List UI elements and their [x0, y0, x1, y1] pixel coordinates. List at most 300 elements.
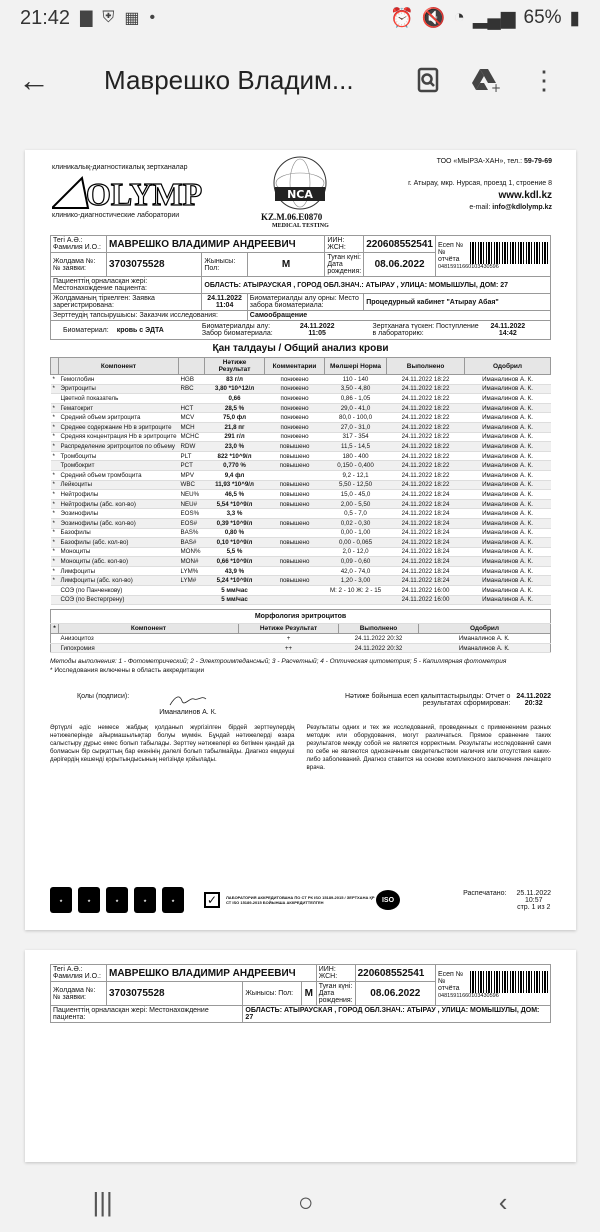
approved-cell: Иманалинов А. К.	[465, 394, 551, 404]
component-cell: Базофилы (абс. кол-во)	[59, 538, 179, 548]
folder-icon: ▇	[80, 10, 93, 27]
norm-cell	[325, 595, 387, 605]
comment-cell: понижено	[265, 432, 325, 442]
printed-date: 25.11.2022	[516, 889, 551, 897]
result-row	[51, 576, 551, 586]
received-time: 14:42	[498, 330, 517, 337]
barcode-number: 04815911660103430596	[438, 993, 499, 999]
result-cell: 5,5 %	[205, 547, 265, 557]
results-table	[50, 357, 551, 605]
iin-label: ИИН: ЖСН:	[316, 965, 355, 982]
approved-cell: Иманалинов А. К.	[465, 509, 551, 519]
morphology-table	[50, 609, 551, 653]
code-cell: MCH	[179, 422, 205, 432]
clock: 21:42	[20, 6, 71, 29]
norm-cell: 27,0 - 31,0	[325, 422, 387, 432]
document-page-1	[25, 150, 576, 930]
code-cell: BAS#	[179, 538, 205, 548]
norm-cell: 11,5 - 14,5	[325, 442, 387, 452]
done-cell: 24.11.2022 18:22	[387, 413, 465, 423]
star-cell: *	[51, 566, 59, 576]
col-norm: Мөлшері Норма	[325, 358, 387, 375]
order-label: Жолдама №: № заявки:	[51, 982, 107, 1006]
back-arrow-icon[interactable]: ←	[18, 61, 50, 98]
approved-cell: Иманалинов А. К.	[465, 461, 551, 471]
result-row	[51, 403, 551, 413]
barcode	[470, 971, 548, 993]
code-cell: NEU#	[179, 499, 205, 509]
done-cell: 24.11.2022 18:22	[387, 442, 465, 452]
star-cell: *	[51, 538, 59, 548]
norm-cell: 317 - 354	[325, 432, 387, 442]
patient-sex: М	[247, 253, 325, 277]
approved-cell: Иманалинов А. К.	[465, 384, 551, 394]
received-label: Зертханаға түскен: Поступление в лабораторию:	[372, 323, 479, 337]
result-cell: 0,66 *10^9/л	[205, 557, 265, 567]
dob-label: Туған күні: Дата рождения:	[325, 253, 364, 277]
section-title: Қан талдауы / Общий анализ крови	[212, 343, 389, 354]
award-icon: ★	[162, 887, 184, 913]
done-cell: 24.11.2022 18:24	[387, 518, 465, 528]
done-cell: 24.11.2022 18:22	[387, 480, 465, 490]
comment-cell: понижено	[265, 403, 325, 413]
comment-cell: повышено	[265, 538, 325, 548]
result-cell: 0,39 *10^9/л	[205, 518, 265, 528]
component-cell: Эритроциты	[59, 384, 179, 394]
approved-cell: Иманалинов А. К.	[465, 586, 551, 596]
patient-name: МАВРЕШКО ВЛАДИМИР АНДРЕЕВИЧ	[107, 236, 325, 253]
patient-info-table-page2	[50, 964, 551, 1023]
norm-cell: 9,2 - 12,1	[325, 470, 387, 480]
dot-icon: •	[149, 9, 156, 26]
result-cell: 5,24 *10^9/л	[205, 576, 265, 586]
patient-dob: 08.06.2022	[364, 253, 436, 277]
result-cell: 21,8 пг	[205, 422, 265, 432]
location-label: Пациенттің орналасқан жері: Местонахождение пациента:	[51, 277, 202, 294]
approved-cell: Иманалинов А. К.	[465, 451, 551, 461]
result-row	[51, 432, 551, 442]
comment-cell: повышено	[265, 490, 325, 500]
award-icon: ★	[50, 887, 72, 913]
more-options-icon[interactable]: ⋮	[531, 64, 557, 95]
page-footer	[50, 880, 551, 920]
norm-cell: 2,00 - 5,50	[325, 499, 387, 509]
name-label: Тегі А.Ә.: Фамилия И.О.:	[51, 236, 107, 253]
morph-col-done: Выполнено	[339, 624, 419, 634]
result-cell: 5 мм/час	[205, 595, 265, 605]
result-row	[51, 518, 551, 528]
component-cell: СОЭ (по Вестергрену)	[59, 595, 179, 605]
approved-cell: Иманалинов А. К.	[465, 422, 551, 432]
approved-cell: Иманалинов А. К.	[419, 634, 551, 644]
client-label: Зерттеудің тапсырушысы: Заказчик исследования:	[51, 311, 248, 321]
component-cell: СОЭ (по Панченкову)	[59, 586, 179, 596]
page-title: Маврешко Владим...	[104, 64, 354, 95]
done-cell: 24.11.2022 18:24	[387, 490, 465, 500]
component-cell: Средний объем тромбоцита	[59, 470, 179, 480]
approved-cell: Иманалинов А. К.	[465, 576, 551, 586]
result-cell: 23,0 %	[205, 442, 265, 452]
home-icon[interactable]: ○	[297, 1186, 314, 1217]
norm-cell: 0,00 - 1,00	[325, 528, 387, 538]
result-row	[51, 595, 551, 605]
component-cell: Гипохромия	[59, 643, 239, 653]
done-cell: 24.11.2022 18:22	[387, 470, 465, 480]
comment-cell: понижено	[265, 384, 325, 394]
approved-cell: Иманалинов А. К.	[465, 566, 551, 576]
approved-cell: Иманалинов А. К.	[465, 499, 551, 509]
component-cell: Моноциты (абс. кол-во)	[59, 557, 179, 567]
dob-label: Туған күні: Дата рождения:	[316, 982, 355, 1006]
approved-cell: Иманалинов А. К.	[465, 595, 551, 605]
barcode	[470, 242, 548, 264]
result-cell: +	[239, 634, 339, 644]
norm-cell: 0,5 - 7,0	[325, 509, 387, 519]
result-row	[51, 528, 551, 538]
approved-cell: Иманалинов А. К.	[465, 470, 551, 480]
done-cell: 24.11.2022 20:32	[339, 634, 419, 644]
approved-cell: Иманалинов А. К.	[465, 518, 551, 528]
signal-icon: ▂▄▆	[472, 7, 516, 29]
code-cell: RBC	[179, 384, 205, 394]
comment-cell	[265, 566, 325, 576]
patient-location: ОБЛАСТЬ: АТЫРАУСКАЯ , ГОРОД ОБЛ.ЗНАЧ.: АТЫРАУ , УЛИЦА: МОМЫШУЛЫ, ДОМ: 27	[202, 277, 551, 294]
comment-cell: повышено	[265, 518, 325, 528]
star-cell: *	[51, 422, 59, 432]
done-cell: 24.11.2022 18:22	[387, 451, 465, 461]
comment-cell	[265, 547, 325, 557]
biomaterial-label: Биоматериал:	[63, 326, 109, 334]
biomaterial-value: кровь с ЭДТА	[116, 326, 164, 334]
sample-taken-time: 11:05	[308, 330, 326, 337]
done-cell: 24.11.2022 18:22	[387, 375, 465, 385]
formed-date: 24.11.2022	[516, 693, 551, 701]
component-cell: Гематокрит	[59, 403, 179, 413]
result-row	[51, 586, 551, 596]
result-row	[51, 413, 551, 423]
code-cell: PLT	[179, 451, 205, 461]
org-contacts	[408, 156, 552, 214]
org-email[interactable]: info@kdlolymp.kz	[492, 204, 552, 211]
org-phone: 59-79-69	[523, 158, 552, 165]
comment-cell: повышено	[265, 480, 325, 490]
star-cell: *	[51, 470, 59, 480]
component-cell: Распределение эритроцитов по объему	[59, 442, 179, 452]
norm-cell: 80,0 - 100,0	[325, 413, 387, 423]
result-row	[51, 557, 551, 567]
approved-cell: Иманалинов А. К.	[465, 432, 551, 442]
star-cell	[51, 586, 59, 596]
grid-icon: ▦	[124, 10, 140, 27]
code-cell: MCHC	[179, 432, 205, 442]
result-row	[51, 451, 551, 461]
award-icon: ★	[106, 887, 128, 913]
code-cell: LYM%	[179, 566, 205, 576]
back-icon[interactable]: ‹	[498, 1186, 508, 1217]
result-row	[51, 538, 551, 548]
norm-cell: 1,20 - 3,00	[325, 576, 387, 586]
result-cell: 11,93 *10^9/л	[205, 480, 265, 490]
star-cell: *	[51, 451, 59, 461]
result-cell: 0,770 %	[205, 461, 265, 471]
star-cell: *	[51, 403, 59, 413]
norm-cell: 0,02 - 0,30	[325, 518, 387, 528]
received-date: 24.11.2022	[490, 323, 526, 330]
printed-label: Распечатано:	[463, 889, 507, 897]
registered-time: 11:04	[215, 302, 234, 309]
result-row	[51, 547, 551, 557]
norm-cell: 0,00 - 0,065	[325, 538, 387, 548]
result-row	[51, 566, 551, 576]
star-cell: *	[51, 547, 59, 557]
star-cell	[51, 461, 59, 471]
email-label: e-mail:	[469, 204, 493, 211]
col-component: Компонент	[59, 358, 179, 375]
ru-note: Результаты одних и тех же исследований, проведенных с применением разных методик или оборудования, могут различаться. Прямое сравнение таких результатов между собой не является корректным. Результаты исследований сами по себе не являются однозначным свидетельством наличия или отсутствия каких-либо заболеваний. Диагноз ставится на основе комплексного заключения лечащего врача.	[306, 724, 551, 772]
star-cell: *	[51, 480, 59, 490]
star-cell: *	[51, 384, 59, 394]
patient-sex: М	[301, 982, 316, 1006]
comment-cell: повышено	[265, 576, 325, 586]
result-row	[51, 375, 551, 385]
sample-place-label: Биоматериалды алу орны: Место забора биоматериала:	[247, 294, 363, 311]
signature-block	[77, 693, 551, 716]
component-cell: Лимфоциты (абс. кол-во)	[59, 576, 179, 586]
comment-cell: повышено	[265, 557, 325, 567]
comment-cell: повышено	[265, 499, 325, 509]
done-cell: 24.11.2022 18:22	[387, 403, 465, 413]
component-cell: Моноциты	[59, 547, 179, 557]
approved-cell: Иманалинов А. К.	[465, 528, 551, 538]
result-cell: 0,10 *10^9/л	[205, 538, 265, 548]
component-cell: Среднее содержание Hb в эритроците	[59, 422, 179, 432]
code-cell: RDW	[179, 442, 205, 452]
norm-cell: 0,150 - 0,400	[325, 461, 387, 471]
status-bar	[0, 0, 600, 36]
sex-label: Жынысы: Пол:	[202, 253, 247, 277]
code-cell: BAS%	[179, 528, 205, 538]
approved-cell: Иманалинов А. К.	[465, 442, 551, 452]
checkmark-icon: ✓	[204, 892, 220, 908]
battery-icon: ▮	[569, 7, 580, 29]
result-cell: 3,80 *10^12/л	[205, 384, 265, 394]
sample-taken-label: Биоматериалды алу: Забор биоматериала:	[201, 323, 273, 337]
done-cell: 24.11.2022 18:22	[387, 394, 465, 404]
star-cell: *	[51, 576, 59, 586]
approved-cell: Иманалинов А. К.	[465, 480, 551, 490]
star-cell: *	[51, 499, 59, 509]
done-cell: 24.11.2022 18:24	[387, 528, 465, 538]
code-cell	[179, 595, 205, 605]
result-cell: 291 г/л	[205, 432, 265, 442]
svg-text:+: +	[491, 81, 501, 93]
signature-icon	[168, 693, 208, 707]
result-row	[51, 470, 551, 480]
client-value: Самообращение	[247, 311, 550, 321]
org-website[interactable]: www.kdl.kz	[498, 190, 552, 201]
result-cell: ++	[239, 643, 339, 653]
result-cell: 0,80 %	[205, 528, 265, 538]
result-row	[51, 422, 551, 432]
accreditation-text: * Исследования включены в область аккредитации	[50, 667, 205, 675]
star-cell: *	[51, 557, 59, 567]
patient-iin: 220608552541	[364, 236, 436, 253]
star-cell: *	[51, 432, 59, 442]
result-cell: 5,54 *10^9/л	[205, 499, 265, 509]
result-row	[51, 490, 551, 500]
norm-cell: 42,0 - 74,0	[325, 566, 387, 576]
done-cell: 24.11.2022 20:32	[339, 643, 419, 653]
result-cell: 28,5 %	[205, 403, 265, 413]
comment-cell: повышено	[265, 451, 325, 461]
logo-top-text: клиникалық-диагностикалық зертханалар	[52, 164, 188, 171]
patient-info-table	[50, 235, 551, 340]
code-cell	[179, 586, 205, 596]
code-cell: MCV	[179, 413, 205, 423]
name-label: Тегі А.Ә.: Фамилия И.О.:	[51, 965, 107, 982]
component-cell: Средняя концентрация Hb в эритроците	[60, 433, 177, 441]
norm-cell: 29,0 - 41,0	[325, 403, 387, 413]
component-cell: Тромбоциты	[59, 451, 179, 461]
code-cell: MPV	[179, 470, 205, 480]
code-cell: LYM#	[179, 576, 205, 586]
norm-cell: 110 - 140	[325, 375, 387, 385]
morph-col-star: *	[51, 624, 59, 634]
component-cell: Тромбокрит	[59, 461, 179, 471]
award-icon: ★	[134, 887, 156, 913]
alarm-icon: ⏰	[389, 8, 414, 29]
comment-cell: понижено	[265, 394, 325, 404]
result-cell: 46,5 %	[205, 490, 265, 500]
done-cell: 24.11.2022 18:22	[387, 461, 465, 471]
result-row	[51, 384, 551, 394]
location-label: Пациенттің орналасқан жері: Местонахождение пациента:	[51, 1006, 243, 1023]
methods-text: Методы выполнения: 1 - Фотометрический; 2 - Электроимпедансный; 3 - Расчетный; 4 - Оптическая цитометрия; 5 - Капиллярная фотометрия	[50, 658, 507, 666]
done-cell: 24.11.2022 16:00	[387, 595, 465, 605]
signature-label: Қолы (подписи):	[77, 693, 130, 701]
formed-label: Нәтиже бойынша есеп қалыптастырылды: Отчет о результатах сформирован:	[344, 693, 511, 708]
done-cell: 24.11.2022 16:00	[387, 586, 465, 596]
comment-cell: повышено	[265, 461, 325, 471]
code-cell: EOS#	[179, 518, 205, 528]
cert-label: MEDICAL TESTING	[272, 223, 329, 229]
done-cell: 24.11.2022 18:24	[387, 576, 465, 586]
morph-col-approved: Одобрил	[419, 624, 551, 634]
done-cell: 24.11.2022 18:24	[387, 547, 465, 557]
result-row	[51, 394, 551, 404]
norm-cell: 180 - 400	[325, 451, 387, 461]
sample-place: Процедурный кабинет "Атырау Абая"	[364, 294, 551, 311]
result-row	[51, 480, 551, 490]
order-number: 3703075528	[107, 253, 202, 277]
col-result: Нәтиже Результат	[205, 358, 265, 375]
component-cell: Эозинофилы (абс. кол-во)	[59, 518, 179, 528]
star-cell: *	[51, 442, 59, 452]
approved-cell: Иманалинов А. К.	[465, 547, 551, 557]
code-cell: WBC	[179, 480, 205, 490]
code-cell: EOS%	[179, 509, 205, 519]
approved-cell: Иманалинов А. К.	[465, 557, 551, 567]
component-cell: Лейкоциты	[59, 480, 179, 490]
result-row	[51, 509, 551, 519]
sex-label: Жынысы: Пол:	[243, 982, 301, 1006]
component-cell: Средний объем эритроцита	[59, 413, 179, 423]
norm-cell: М: 2 - 10 Ж: 2 - 15	[325, 586, 387, 596]
add-to-drive-icon[interactable]	[462, 56, 510, 104]
notes	[50, 724, 551, 772]
printed-time: 10:57	[524, 896, 543, 904]
star-cell	[51, 394, 59, 404]
battery-level: 65%	[523, 7, 562, 28]
shield-icon: ⛨	[102, 9, 115, 26]
logo-bottom-text: клинико-диагностические лаборатории	[52, 212, 180, 219]
olymp-logo	[52, 174, 202, 210]
accreditation-badge: ЛАБОРАТОРИЯ АККРЕДИТОВАНА ПО СТ РК ISO 15189-2015 / ЗЕРТХАНА ҚР СТ ISO 15189-2015 БОЙЫНША АККРЕДИТТЕЛГЕН	[226, 895, 375, 905]
approved-cell: Иманалинов А. К.	[465, 375, 551, 385]
result-cell: 83 г/л	[205, 375, 265, 385]
approved-cell: Иманалинов А. К.	[465, 538, 551, 548]
result-cell: 75,0 фл	[205, 413, 265, 423]
iso-icon: ISO	[376, 890, 400, 910]
done-cell: 24.11.2022 18:24	[387, 509, 465, 519]
norm-cell: 0,86 - 1,05	[325, 394, 387, 404]
org-line: ТОО «МЫРЗА-ХАН», тел.:	[436, 158, 524, 165]
result-cell: 822 *10^9/л	[205, 451, 265, 461]
approved-cell: Иманалинов А. К.	[419, 643, 551, 653]
code-cell: HCT	[179, 403, 205, 413]
star-cell: *	[51, 509, 59, 519]
star-cell: *	[51, 518, 59, 528]
signer-name: Иманалинов А. К.	[159, 709, 217, 717]
cert-number: KZ.M.06.E0870	[261, 212, 323, 222]
done-cell: 24.11.2022 18:24	[387, 538, 465, 548]
patient-name: МАВРЕШКО ВЛАДИМИР АНДРЕЕВИЧ	[107, 965, 317, 982]
code-cell: MON#	[179, 557, 205, 567]
formed-time: 20:32	[524, 700, 543, 708]
comment-cell	[265, 528, 325, 538]
svg-text:NCA: NCA	[287, 188, 313, 201]
component-cell: Эозинофилы	[59, 509, 179, 519]
component-cell: Лимфоциты	[59, 566, 179, 576]
order-label: Жолдама №: № заявки:	[51, 253, 107, 277]
search-in-document-icon[interactable]	[404, 56, 452, 104]
result-cell: 3,3 %	[205, 509, 265, 519]
comment-cell: понижено	[265, 375, 325, 385]
done-cell: 24.11.2022 18:22	[387, 422, 465, 432]
result-cell: 9,4 фл	[205, 470, 265, 480]
result-row	[51, 442, 551, 452]
code-cell	[179, 394, 205, 404]
done-cell: 24.11.2022 18:24	[387, 557, 465, 567]
star-cell: *	[51, 528, 59, 538]
component-cell: Нейтрофилы (абс. кол-во)	[59, 499, 179, 509]
navigation-bar	[0, 1172, 600, 1232]
done-cell: 24.11.2022 18:24	[387, 566, 465, 576]
report-label: Есеп № № отчёта	[438, 971, 464, 992]
comment-cell: понижено	[265, 413, 325, 423]
morphology-row	[51, 634, 551, 644]
code-cell: MON%	[179, 547, 205, 557]
done-cell: 24.11.2022 18:24	[387, 499, 465, 509]
comment-cell	[265, 586, 325, 596]
morphology-title: Морфология эритроцитов	[51, 610, 551, 624]
logo-text: OLYMP	[86, 176, 202, 210]
done-cell: 24.11.2022 18:22	[387, 384, 465, 394]
code-cell: NEU%	[179, 490, 205, 500]
recent-apps-icon[interactable]: |||	[92, 1186, 113, 1217]
patient-iin: 220608552541	[355, 965, 435, 982]
report-label: Есеп № № отчёта	[438, 242, 464, 263]
